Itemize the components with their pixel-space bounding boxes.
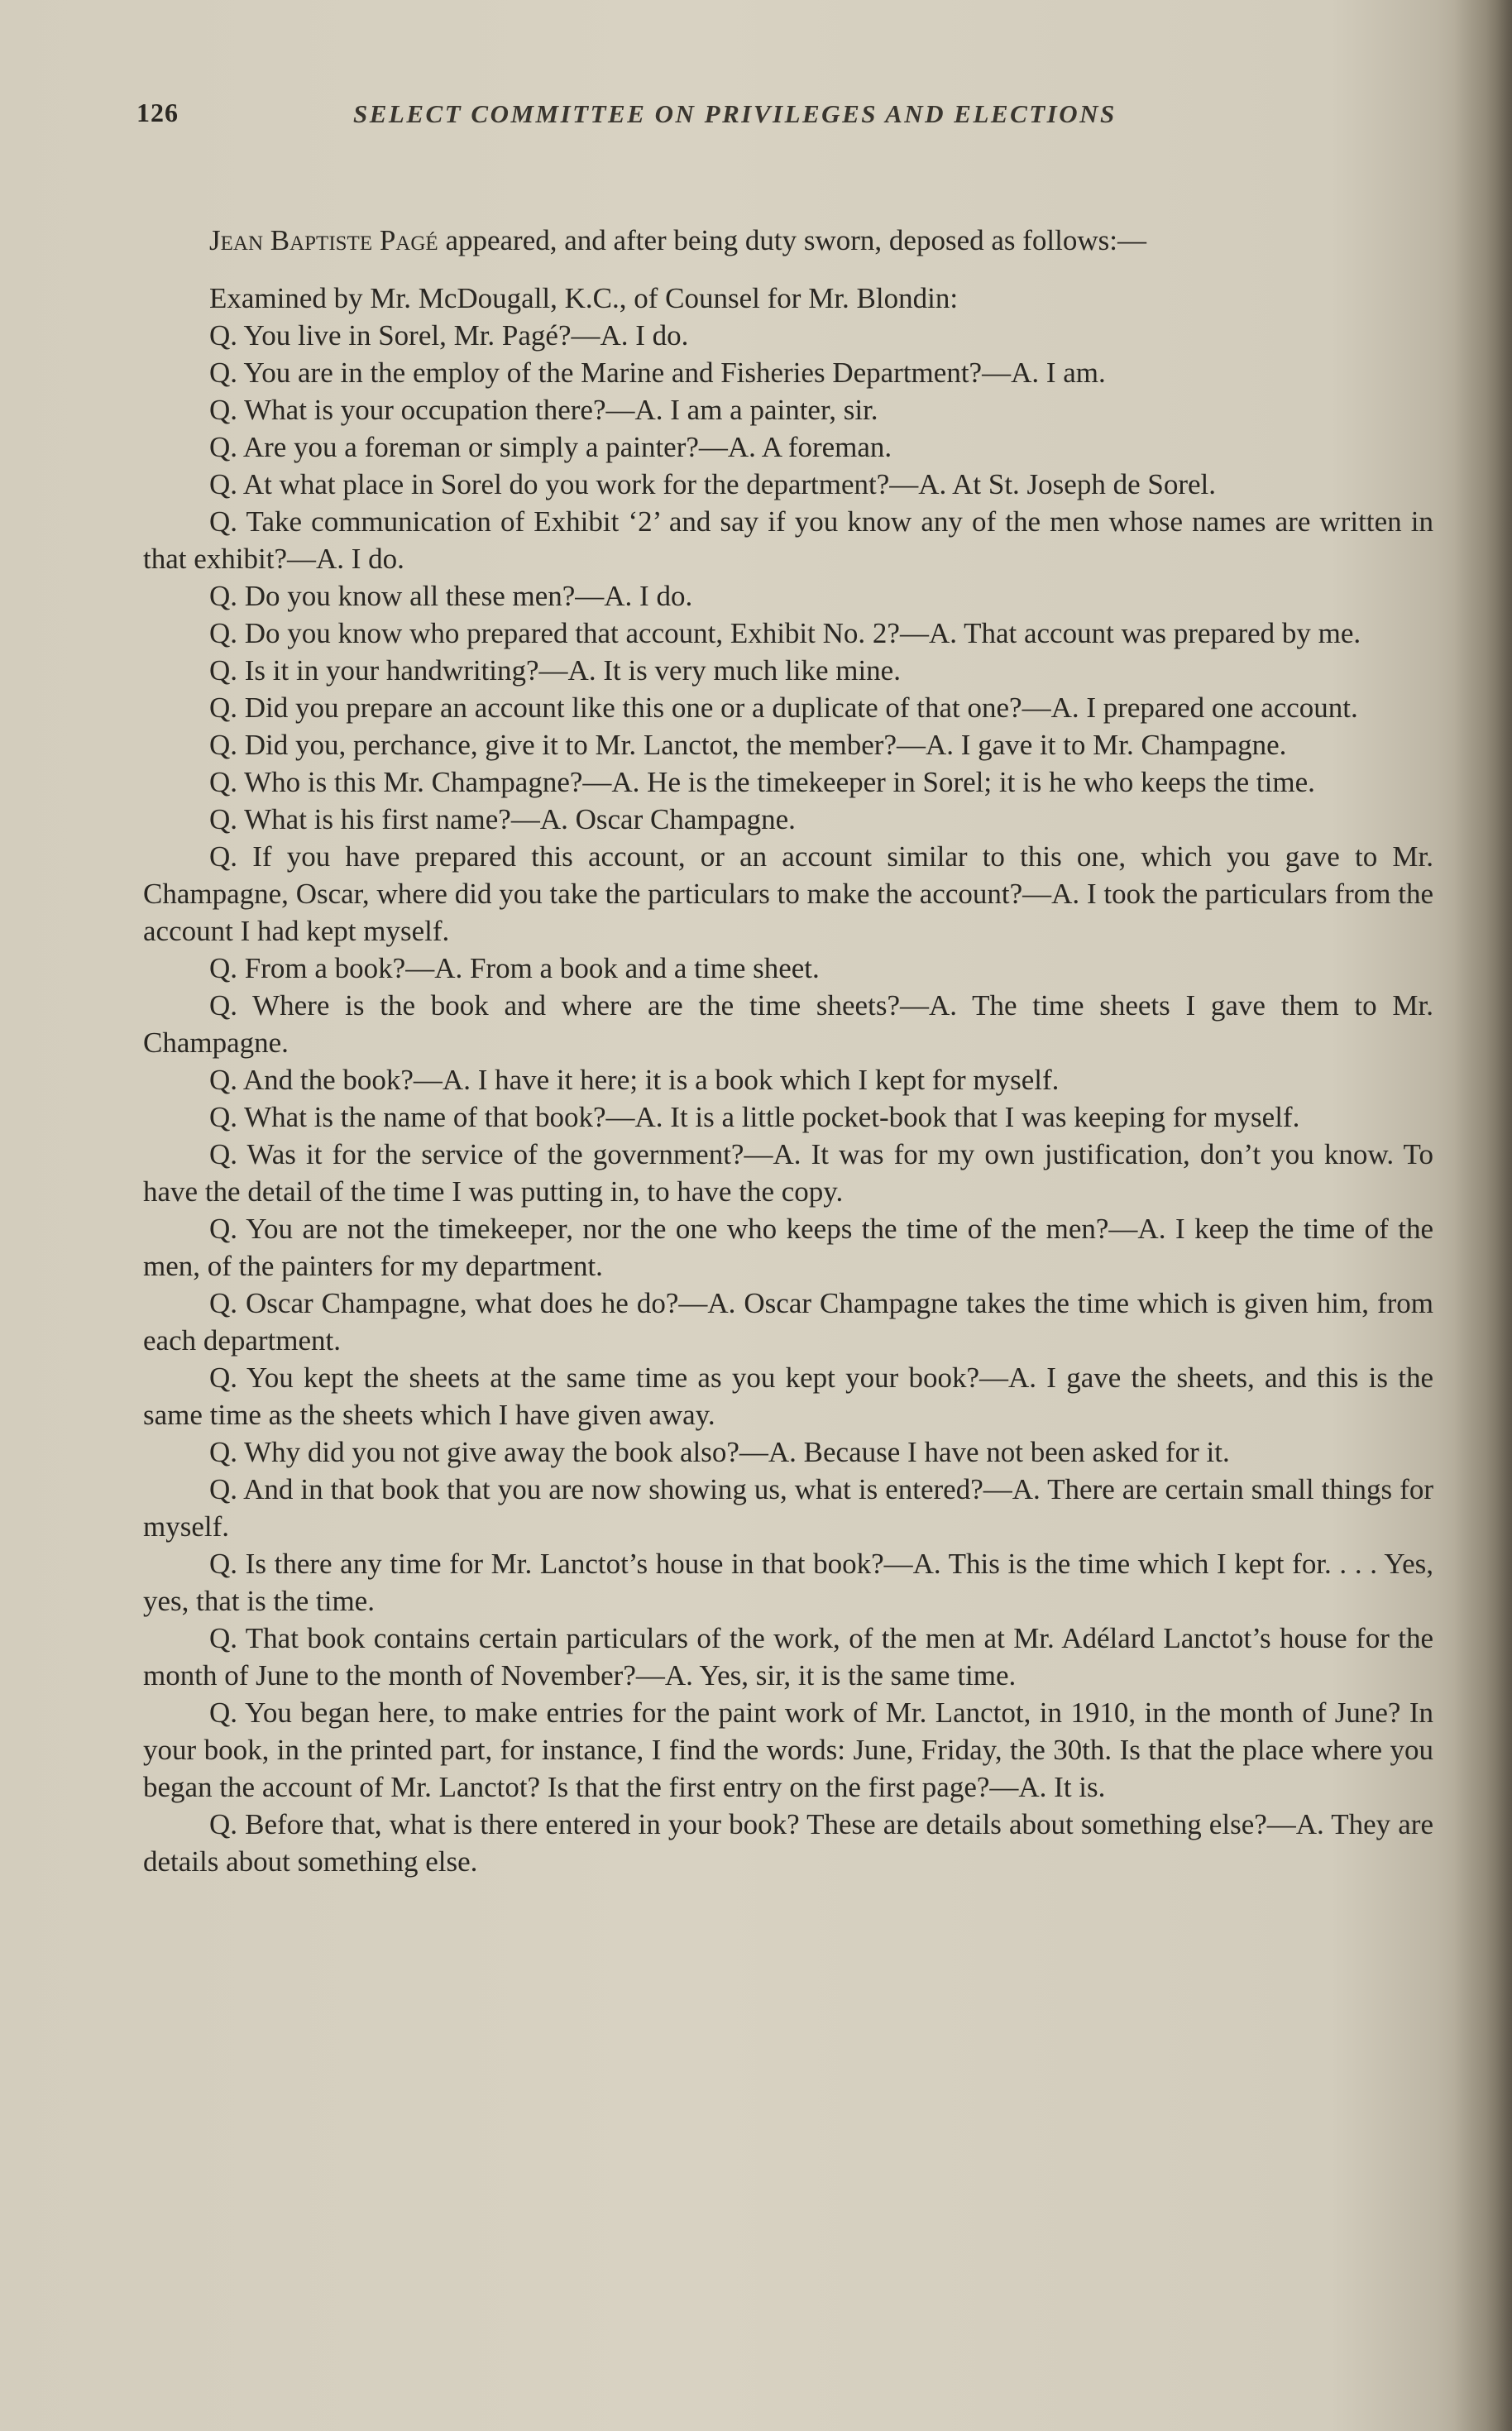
- qa-paragraph: Q. Take communication of Exhibit ‘2’ and say if you know any of the men whose names are written in that exhibit?—A. I do.: [143, 505, 1433, 575]
- witness-name: Jean Baptiste Pagé: [209, 224, 438, 256]
- qa-paragraph: Q. And in that book that you are now showing us, what is entered?—A. There are certain small things for myself.: [143, 1473, 1433, 1543]
- qa-paragraph: Q. Did you, perchance, give it to Mr. Lanctot, the member?—A. I gave it to Mr. Champagne.: [209, 729, 1287, 761]
- qa-paragraph: Q. That book contains certain particulars of the work, of the men at Mr. Adélard Lanctot’s house for the month of June to the month of November?—A. Yes, sir, it is the same time.: [143, 1622, 1433, 1692]
- qa-paragraph: Q. From a book?—A. From a book and a time sheet.: [209, 952, 820, 984]
- qa-paragraph: Q. What is the name of that book?—A. It is a little pocket-book that I was keeping for myself.: [209, 1101, 1300, 1133]
- qa-paragraph: Q. Is there any time for Mr. Lanctot’s house in that book?—A. This is the time which I kept for. . . . Yes, yes, that is the time.: [143, 1548, 1433, 1617]
- page-number: 126: [136, 98, 179, 127]
- sworn-statement: appeared, and after being duty sworn, deposed as follows:—: [438, 224, 1146, 256]
- qa-paragraph: Q. What is your occupation there?—A. I am a painter, sir.: [209, 394, 878, 426]
- running-head: SELECT COMMITTEE ON PRIVILEGES AND ELECTIONS: [353, 99, 1117, 128]
- qa-paragraph: Q. What is his first name?—A. Oscar Champagne.: [209, 803, 796, 835]
- qa-paragraph: Q. Did you prepare an account like this one or a duplicate of that one?—A. I prepared one account.: [209, 691, 1358, 724]
- qa-paragraph: Q. Are you a foreman or simply a painter?—A. A foreman.: [209, 431, 892, 463]
- qa-paragraph: Q. Where is the book and where are the time sheets?—A. The time sheets I gave them to Mr. Champagne.: [143, 989, 1433, 1059]
- qa-paragraph: Q. Was it for the service of the government?—A. It was for my own justification, don’t you know. To have the detail of the time I was putting in, to have the copy.: [143, 1138, 1433, 1208]
- testimony-text: [143, 222, 1433, 1880]
- qa-paragraph: Q. Is it in your handwriting?—A. It is very much like mine.: [209, 654, 901, 687]
- witness-intro: [143, 222, 1433, 259]
- qa-paragraph: Q. And the book?—A. I have it here; it is a book which I kept for myself.: [209, 1064, 1060, 1096]
- qa-paragraph: Q. Who is this Mr. Champagne?—A. He is the timekeeper in Sorel; it is he who keeps the time.: [209, 766, 1315, 798]
- qa-paragraph: Q. At what place in Sorel do you work for the department?—A. At St. Joseph de Sorel.: [209, 468, 1217, 500]
- qa-paragraph: Q. You live in Sorel, Mr. Pagé?—A. I do.: [209, 319, 689, 352]
- examined-by-line: Examined by Mr. McDougall, K.C., of Counsel for Mr. Blondin:: [209, 282, 959, 314]
- qa-paragraph: Q. Oscar Champagne, what does he do?—A. Oscar Champagne takes the time which is given him, from each department.: [143, 1287, 1433, 1357]
- qa-paragraph: Q. You kept the sheets at the same time as you kept your book?—A. I gave the sheets, and this is the same time as the sheets which I have given away.: [143, 1361, 1433, 1431]
- qa-paragraph: Q. Do you know who prepared that account, Exhibit No. 2?—A. That account was prepared by me.: [209, 617, 1361, 649]
- qa-paragraph: Q. Do you know all these men?—A. I do.: [209, 580, 693, 612]
- page-header: [136, 98, 1443, 139]
- binding-shadow: [1454, 0, 1512, 2431]
- qa-paragraph: Q. You are in the employ of the Marine and Fisheries Department?—A. I am.: [209, 357, 1106, 389]
- qa-paragraph: Q. You are not the timekeeper, nor the one who keeps the time of the men?—A. I keep the time of the men, of the painters for my department.: [143, 1213, 1433, 1282]
- qa-paragraph: Q. Why did you not give away the book also?—A. Because I have not been asked for it.: [209, 1436, 1230, 1468]
- qa-paragraph: Q. Before that, what is there entered in your book? These are details about something else?—A. They are details about something else.: [143, 1808, 1433, 1878]
- qa-paragraph: Q. If you have prepared this account, or an account similar to this one, which you gave to Mr. Champagne, Oscar, where did you take the particulars to make the account?—A. I took the particulars from the account I had kept myself.: [143, 840, 1433, 947]
- qa-paragraph: Q. You began here, to make entries for the paint work of Mr. Lanctot, in 1910, in the month of June? In your book, in the printed part, for instance, I find the words: June, Friday, the 30th. Is that the place where you began the account of Mr. Lanctot? Is that the first entry on the first page?—A. It is.: [143, 1696, 1433, 1803]
